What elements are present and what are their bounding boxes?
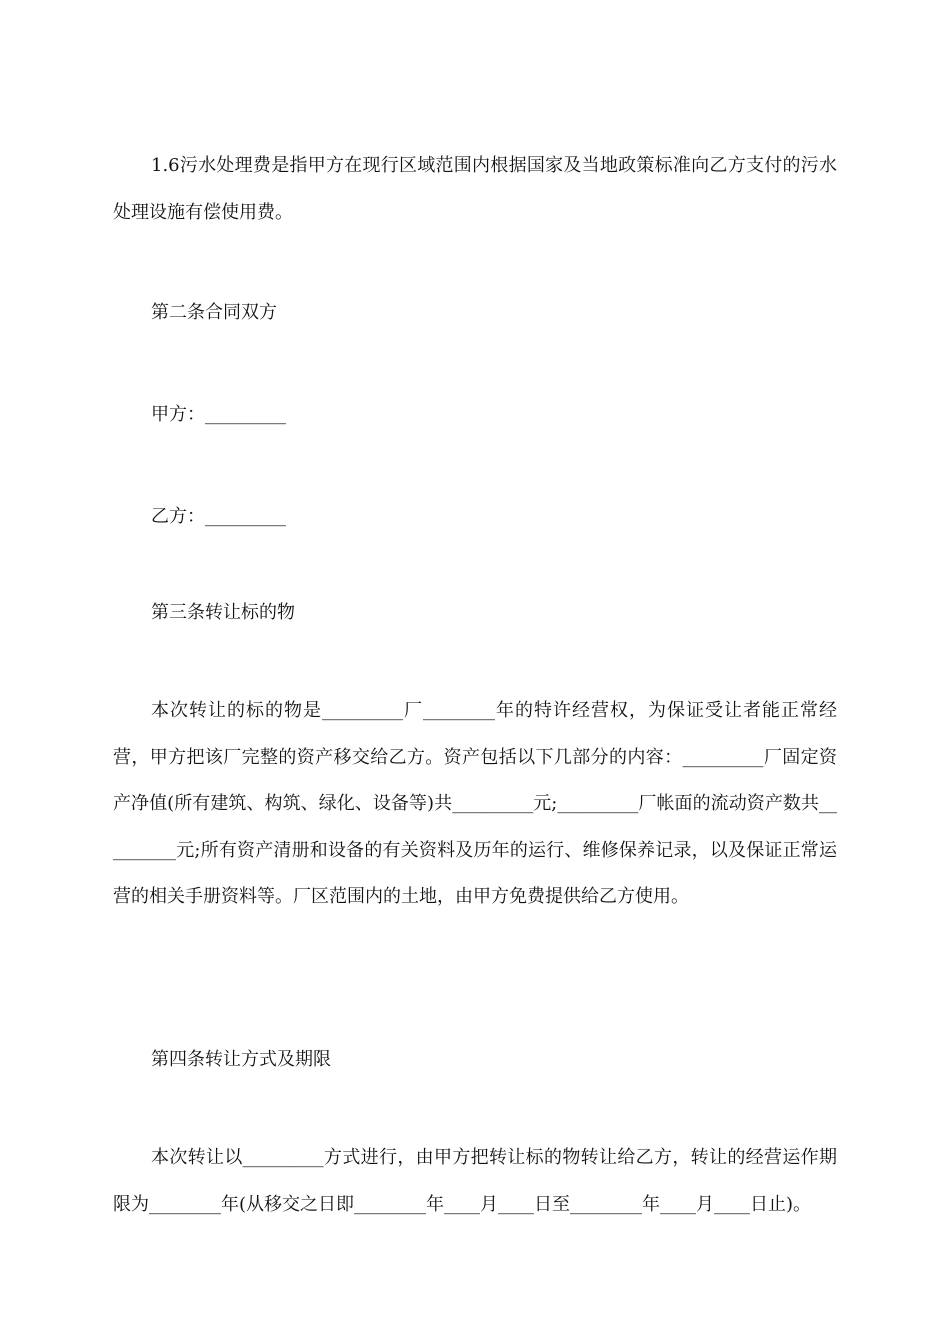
paragraph-transfer-method: 本次转让以_________方式进行，由甲方把转让标的物转让给乙方，转让的经营运作期限为________年(从移交之日即________年____月____日至________年____月____日止)。 bbox=[113, 1147, 837, 1215]
party-a-line: 甲方：_________ bbox=[151, 404, 286, 425]
heading-article-3: 第三条转让标的物 bbox=[151, 602, 295, 623]
paragraph-sewage-fee: 1.6污水处理费是指甲方在现行区域范围内根据国家及当地政策标准向乙方支付的污水处理设施有偿使用费。 bbox=[113, 155, 837, 223]
heading-article-2: 第二条合同双方 bbox=[151, 302, 277, 323]
paragraph-transfer-subject: 本次转让的标的物是_________厂________年的特许经营权，为保证受让者能正常经营，甲方把该厂完整的资产移交给乙方。资产包括以下几部分的内容：_________厂固定资产净值(所有建筑、构筑、绿化、设备等)共_________元;_________厂帐面的流动资产数共_________元;所有资产清册和设备的有关资料及历年的运行、维修保养记录，以及保证正常运营的相关手册资料等。厂区范围内的土地，由甲方免费提供给乙方使用。 bbox=[113, 700, 837, 907]
party-b-line: 乙方：_________ bbox=[151, 506, 286, 527]
heading-article-4: 第四条转让方式及期限 bbox=[151, 1049, 331, 1070]
